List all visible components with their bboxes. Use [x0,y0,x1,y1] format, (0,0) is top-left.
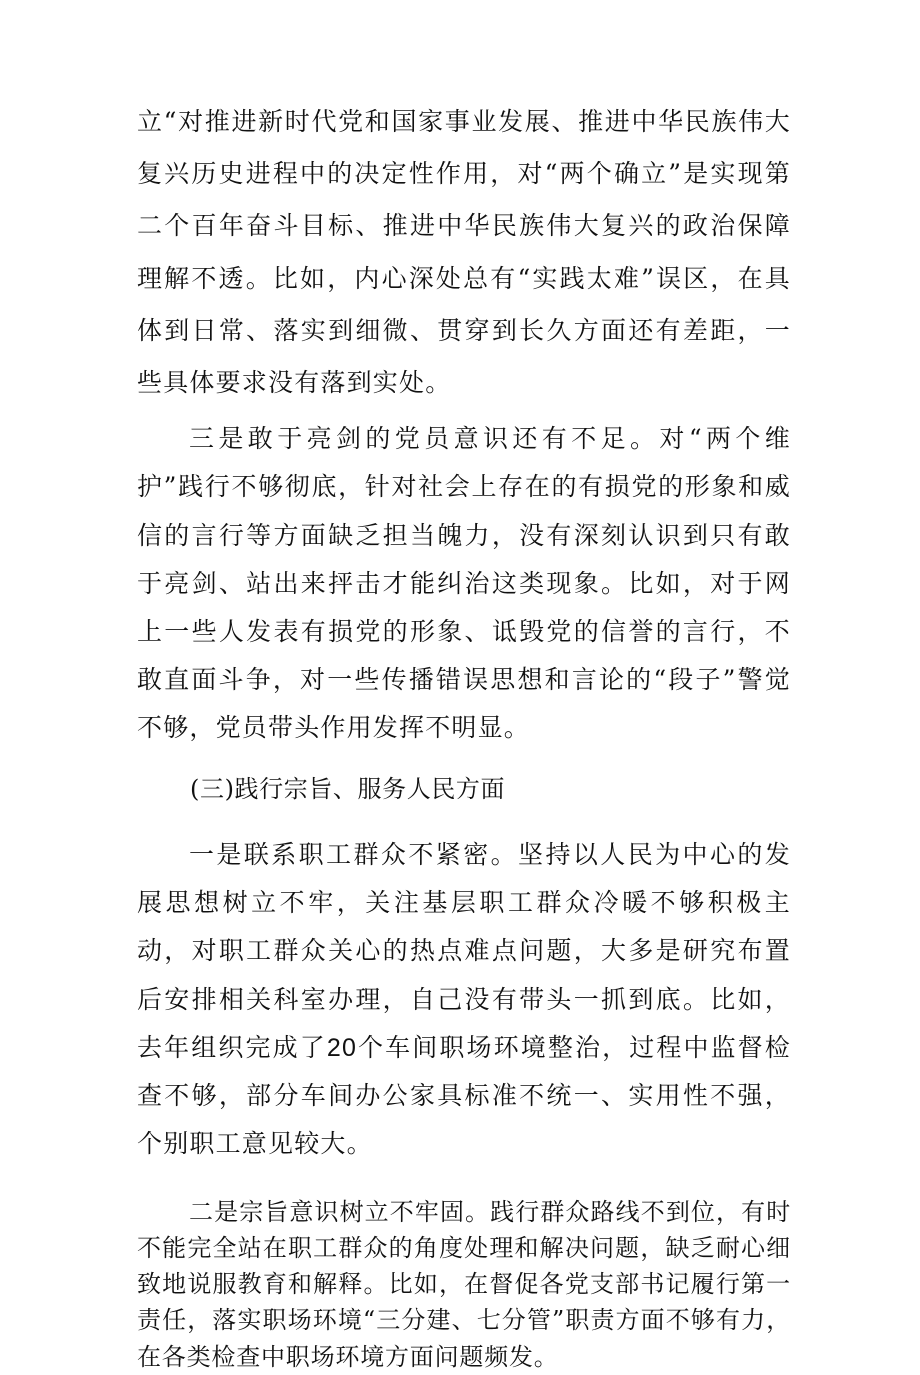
document-page [137,96,791,1375]
section-heading: (三)践行宗旨、服务人民方面 [190,774,506,803]
paragraph-continuation: 立“对推进新时代党和国家事业发展、推进中华民族伟大复兴历史进程中的决定性作用，对“两个确立”是实现第二个百年奋斗目标、推进中华民族伟大复兴的政治保障理解不透。比如，内心深处总有“实践太难”误区，在具体到日常、落实到细微、贯穿到长久方面还有差距，一些具体要求没有落到实处。 [137,107,791,398]
paragraph-point-one-text-b: 个车间职场环境整治，过程中监督检查不够，部分车间办公家具标准不统一、实用性不强，个别职工意见较大。 [137,1032,792,1159]
paragraph-point-one-text-a: 一是联系职工群众不紧密。坚持以人民为中心的发展思想树立不牢，关注基层职工群众冷暖不够积极主动，对职工群众关心的热点难点问题，大多是研究布置后安排相关科室办理，自己没有带头一抓到底。比如，去年组织完成了 [137,839,791,1062]
paragraph-point-two: 二是宗旨意识树立不牢固。践行群众路线不到位，有时不能完全站在职工群众的角度处理和解决问题，缺乏耐心细致地说服教育和解释。比如，在督促各党支部书记履行第一责任，落实职场环境“三分建、七分管”职责方面不够有力，在各类检查中职场环境方面问题频发。 [137,1197,791,1371]
paragraph-point-three: 三是敢于亮剑的党员意识还有不足。对“两个维护”践行不够彻底，针对社会上存在的有损党的形象和威信的言行等方面缺乏担当魄力，没有深刻认识到只有敢于亮剑、站出来抨击才能纠治这类现象。比如，对于网上一些人发表有损党的形象、诋毁党的信誉的言行，不敢直面斗争，对一些传播错误思想和言论的“段子”警觉不够，党员带头作用发挥不明显。 [137,424,791,743]
paragraph-point-one [137,831,791,1169]
paragraph-point-one-number: 20 [326,1033,358,1062]
